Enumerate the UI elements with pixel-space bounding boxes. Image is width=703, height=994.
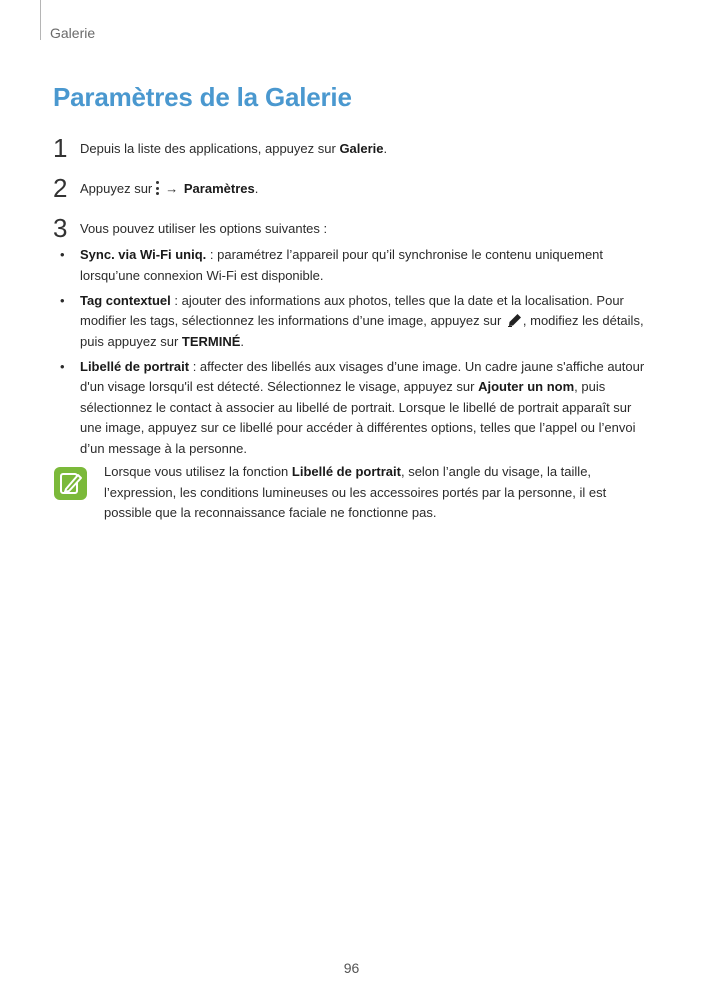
- option-term: Libellé de portrait: [80, 358, 190, 374]
- button-reference: TERMINÉ: [181, 333, 241, 349]
- button-reference: Ajouter un nom: [478, 379, 575, 394]
- step-text-part: .: [383, 141, 388, 156]
- note-text: [104, 462, 624, 524]
- step-bold-term: Paramètres: [183, 181, 255, 196]
- option-description: , modifiez les détails, puis appuyez sur: [80, 313, 644, 349]
- list-item: [58, 357, 648, 460]
- note-bold-term: Libellé de portrait: [291, 464, 401, 479]
- step-text: [80, 181, 258, 196]
- option-term: Tag contextuel: [80, 292, 171, 308]
- list-item: [58, 291, 648, 353]
- step-number: 1: [53, 133, 68, 163]
- bullet-dot: •: [60, 358, 65, 374]
- page-number: 96: [343, 960, 360, 976]
- option-description: : paramétrez l’appareil pour qu’il synchronise le contenu uniquement lorsqu’une connexion Wi-Fi est disponible.: [80, 247, 604, 283]
- step-text-part: .: [254, 181, 259, 196]
- list-item: [58, 245, 648, 286]
- page-title: Paramètres de la Galerie: [53, 82, 352, 112]
- option-description: : affecter des libellés aux visages d’une image. Un cadre jaune s'affiche autour d'un visage lorsqu'il est détecté. Sélectionnez le visage, appuyez sur: [80, 358, 645, 394]
- bullet-dot: •: [60, 292, 65, 308]
- note-text-part: , selon l’angle du visage, la taille, l’expression, les conditions lumineuses ou les accessoires portés par la personne, il est possible que la reconnaissance faciale ne fonctionne pas.: [104, 464, 607, 521]
- option-term: Sync. via Wi-Fi uniq.: [80, 247, 207, 262]
- note-text-part: Lorsque vous utilisez la fonction: [104, 464, 292, 479]
- option-description: , puis sélectionnez le contact à associer au libellé de portrait. Lorsque le libellé de portrait apparaît sur une image, appuyez sur ce libellé pour accéder à différentes options, telles que l’appel ou l’envoi d’un message à la personne.: [80, 379, 636, 456]
- arrow-glyph: →: [165, 181, 179, 196]
- header-rule: [40, 0, 41, 40]
- options-list: [58, 245, 648, 464]
- step-text-part: Appuyez sur: [80, 181, 153, 196]
- option-description: : ajouter des informations aux photos, telles que la date et la localisation. Pour modifier les tags, sélectionnez les informations d’une image, appuyez sur: [80, 292, 624, 328]
- step-text: Vous pouvez utiliser les options suivantes :: [80, 221, 328, 236]
- header-section-title: Galerie: [50, 25, 96, 41]
- step-bold-term: Galerie: [339, 141, 384, 156]
- option-description: .: [240, 333, 245, 349]
- step-text-part: Depuis la liste des applications, appuyez sur: [80, 141, 340, 156]
- step-text: [80, 141, 387, 156]
- edit-pencil-icon: [507, 313, 523, 327]
- bullet-dot: •: [60, 247, 65, 262]
- step-number: 2: [53, 173, 68, 203]
- kebab-icon: [155, 181, 160, 195]
- note-pencil-icon: [54, 467, 87, 500]
- step-number: 3: [53, 213, 68, 243]
